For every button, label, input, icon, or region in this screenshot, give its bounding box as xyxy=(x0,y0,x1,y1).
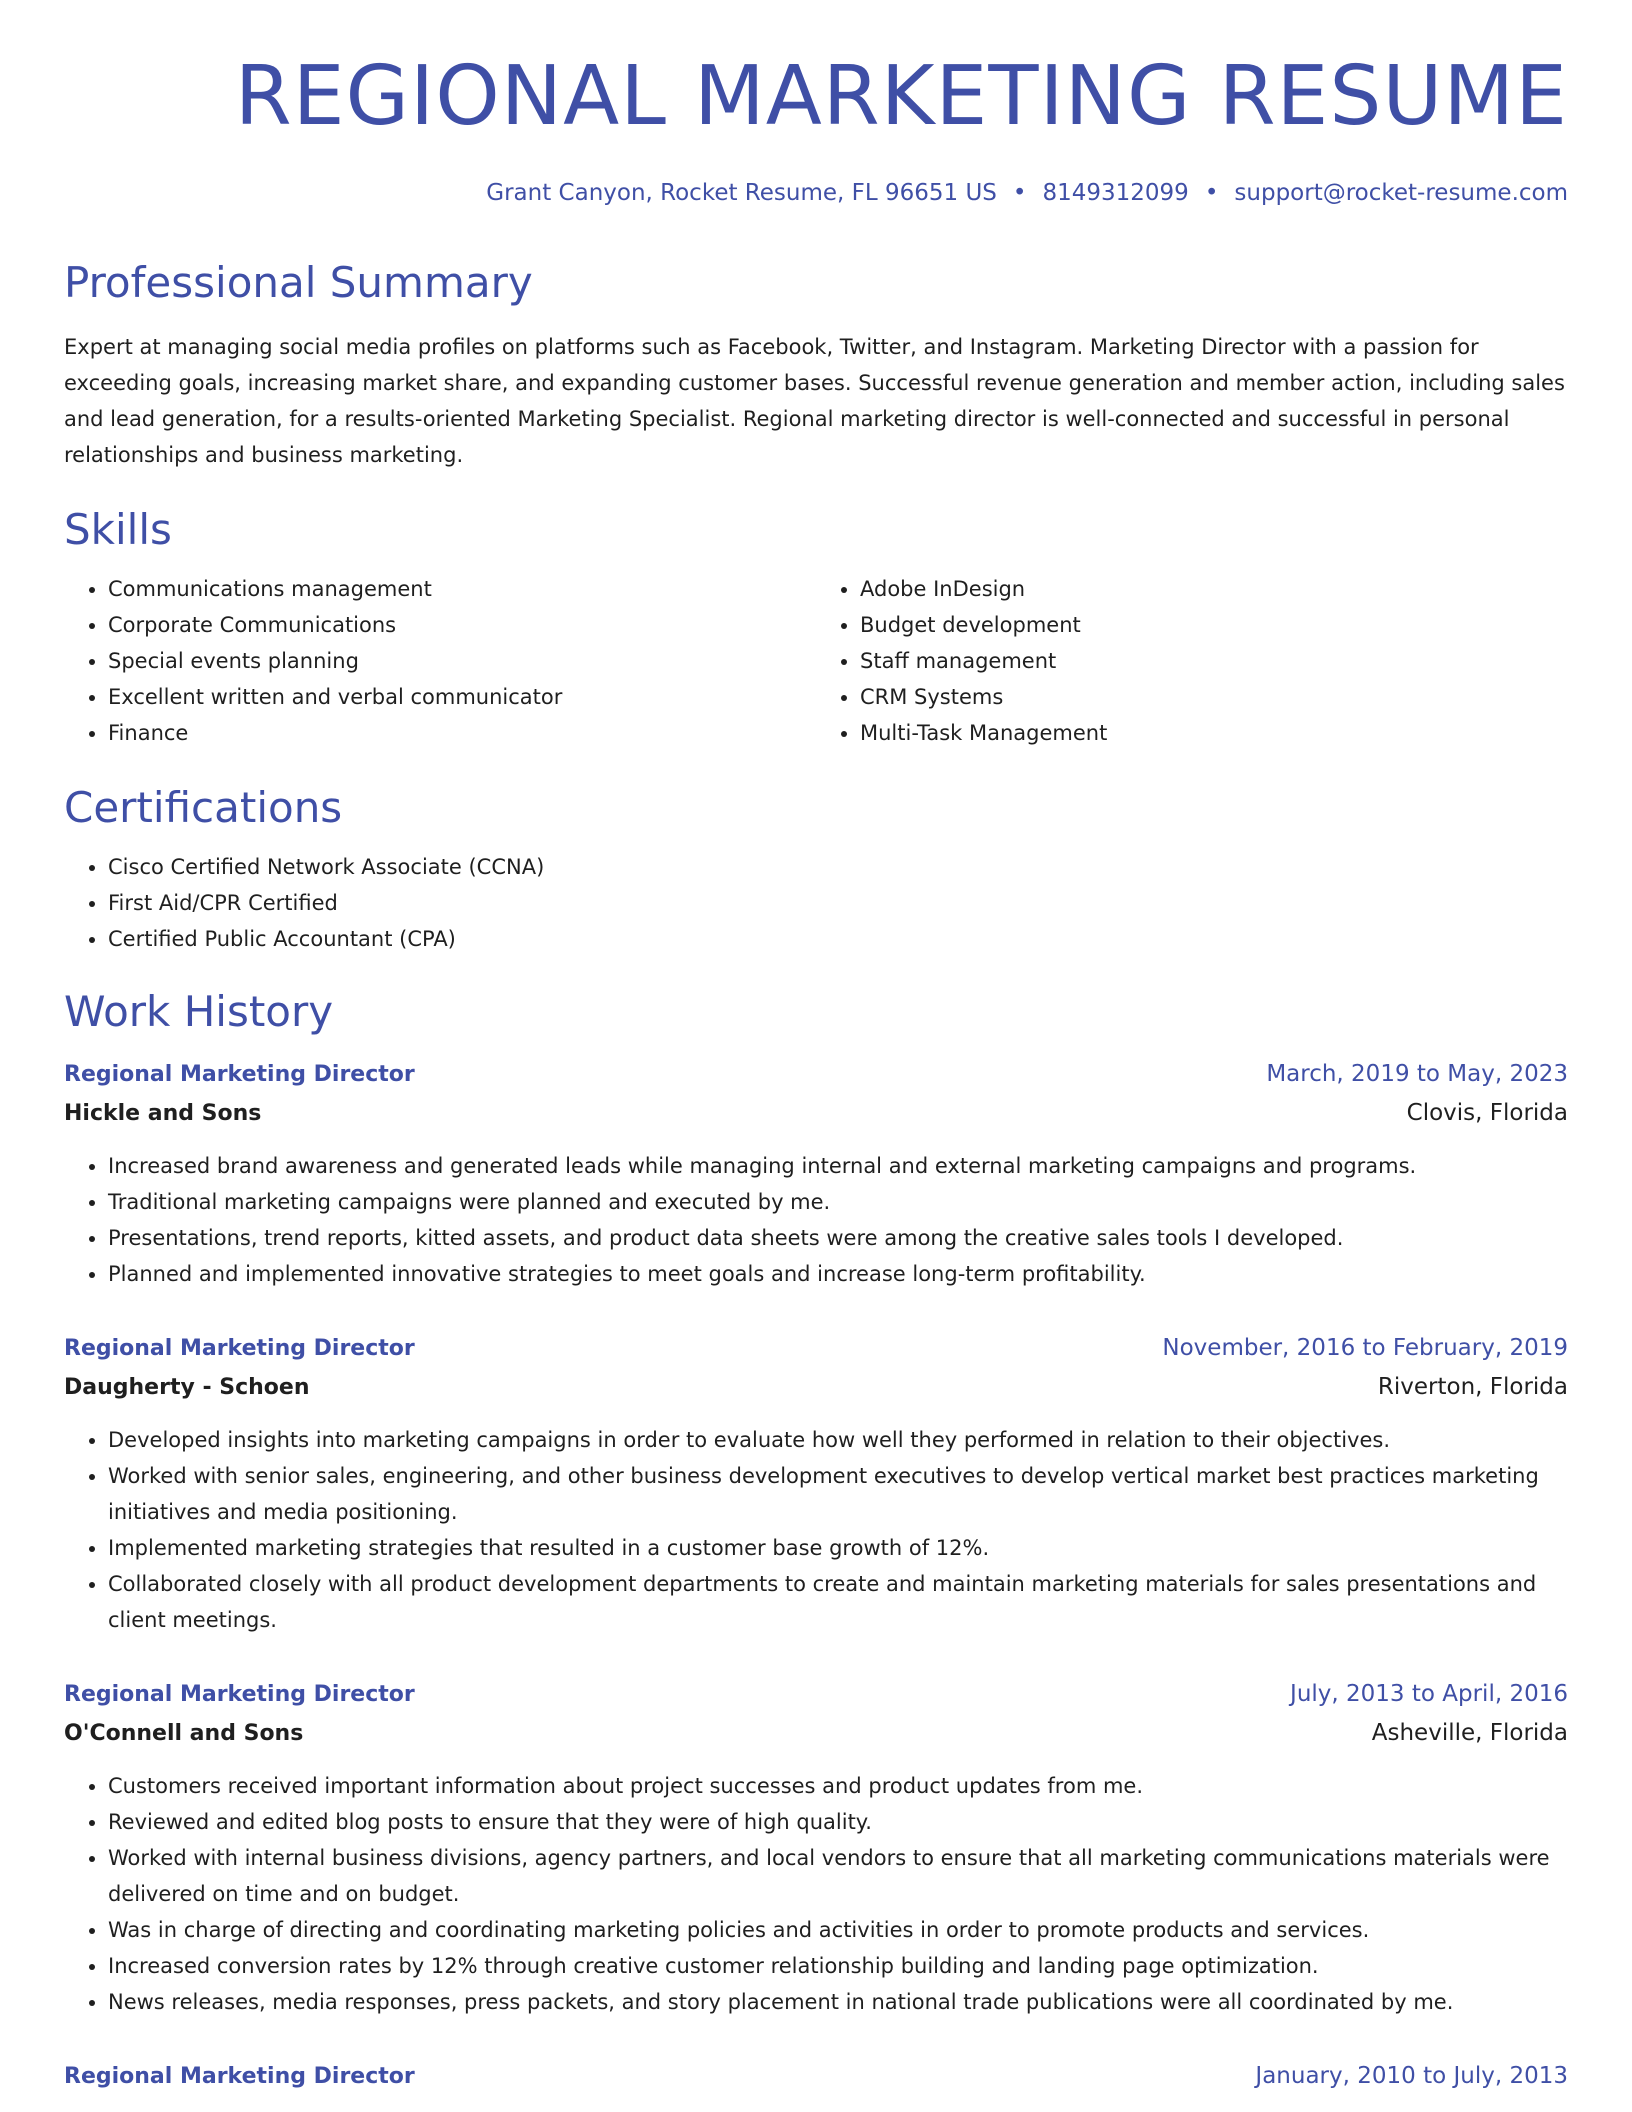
job-bullets xyxy=(64,1768,1568,2020)
job-bullet: • Implemented marketing strategies that resulted in a customer base growth of 12%. xyxy=(108,1530,1568,1566)
job-bullets xyxy=(64,1422,1568,1638)
certifications-section xyxy=(64,783,1568,957)
resume-header xyxy=(64,49,1568,208)
contact-line xyxy=(64,178,1568,208)
skill-item: • Staff management xyxy=(860,643,1568,679)
job-title-row xyxy=(64,1330,1568,1367)
summary-heading: Professional Summary xyxy=(64,258,533,308)
job-bullet: • Presentations, trend reports, kitted assets, and product data sheets were among the creative sales tools I developed. xyxy=(108,1220,1568,1256)
job-bullet: • Collaborated closely with all product development departments to create and maintain marketing materials for sales presentations and client meetings. xyxy=(108,1566,1568,1638)
skills-section xyxy=(64,505,1568,751)
job-location: Clovis, Florida xyxy=(1406,1099,1568,1126)
job-title: Regional Marketing Director xyxy=(64,1681,415,1707)
skills-heading: Skills xyxy=(64,504,172,554)
job-bullet: • Traditional marketing campaigns were planned and executed by me. xyxy=(108,1184,1568,1220)
job-entry xyxy=(64,1330,1568,1638)
job-title-row xyxy=(64,2058,1568,2095)
job-company-row xyxy=(64,1713,1568,1754)
certifications-heading: Certifications xyxy=(64,782,343,832)
summary-section xyxy=(64,258,1568,472)
job-location: Asheville, Florida xyxy=(1371,1719,1568,1746)
job-bullet: • Customers received important information about project successes and product updates from me. xyxy=(108,1768,1568,1804)
work-history-section xyxy=(64,987,1568,2094)
job-bullet: • Developed insights into marketing campaigns in order to evaluate how well they performed in relation to their objectives. xyxy=(108,1422,1568,1458)
job-bullet: • Increased conversion rates by 12% through creative customer relationship building and landing page optimization. xyxy=(108,1948,1568,1984)
certification-item: • First Aid/CPR Certified xyxy=(108,885,1568,921)
skill-item: • Budget development xyxy=(860,607,1568,643)
skill-item: • Excellent written and verbal communicator xyxy=(108,679,816,715)
skill-item: • Corporate Communications xyxy=(108,607,816,643)
skills-grid xyxy=(64,571,1568,751)
contact-address: Grant Canyon, Rocket Resume, FL 96651 US xyxy=(486,180,997,207)
skill-item: • Special events planning xyxy=(108,643,816,679)
contact-phone: 8149312099 xyxy=(1042,180,1189,207)
job-bullet: • Worked with internal business divisions, agency partners, and local vendors to ensure that all marketing communications materials were delivered on time and on budget. xyxy=(108,1840,1568,1912)
skill-item: • CRM Systems xyxy=(860,679,1568,715)
job-entry xyxy=(64,1056,1568,1292)
job-bullet: • Worked with senior sales, engineering, and other business development executives to develop vertical market best practices marketing initiatives and media positioning. xyxy=(108,1458,1568,1530)
job-dates: March, 2019 to May, 2023 xyxy=(1266,1060,1568,1087)
skill-item: • Finance xyxy=(108,715,816,751)
skill-item: • Adobe InDesign xyxy=(860,571,1568,607)
job-location: Riverton, Florida xyxy=(1377,1373,1568,1400)
skill-item: • Communications management xyxy=(108,571,816,607)
job-bullet: • Increased brand awareness and generated leads while managing internal and external marketing campaigns and programs. xyxy=(108,1148,1568,1184)
job-bullet: • Was in charge of directing and coordinating marketing policies and activities in order to promote products and services. xyxy=(108,1912,1568,1948)
job-title-row xyxy=(64,1676,1568,1713)
job-title: Regional Marketing Director xyxy=(64,2063,415,2089)
skill-item: • Multi-Task Management xyxy=(860,715,1568,751)
job-title: Regional Marketing Director xyxy=(64,1061,415,1087)
work-history-heading: Work History xyxy=(64,987,334,1037)
resume-title: REGIONAL MARKETING RESUME xyxy=(234,49,1568,144)
job-company-row xyxy=(64,1367,1568,1408)
certification-item: • Cisco Certified Network Associate (CCNA) xyxy=(108,849,1568,885)
contact-separator: • xyxy=(1012,180,1027,207)
job-company: O'Connell and Sons xyxy=(64,1720,304,1746)
summary-text: Expert at managing social media profiles on platforms such as Facebook, Twitter, and Instagram. Marketing Director with a passion for exceeding goals, increasing market share, and expanding customer bases. Successful revenue generation and member action, including sales and lead generation, for a results-oriented Marketing Specialist. Regional marketing director is well-connected and successful in personal relationships and business marketing. xyxy=(64,334,1565,467)
contact-email: support@rocket-resume.com xyxy=(1234,180,1568,207)
job-title: Regional Marketing Director xyxy=(64,1335,415,1361)
contact-separator: • xyxy=(1204,180,1219,207)
job-bullet: • News releases, media responses, press packets, and story placement in national trade publications were all coordinated by me. xyxy=(108,1984,1568,2020)
job-entry xyxy=(64,1676,1568,2020)
certifications-list xyxy=(64,849,1568,957)
job-company: Hickle and Sons xyxy=(64,1100,262,1126)
job-dates: January, 2010 to July, 2013 xyxy=(1255,2062,1568,2089)
job-bullet: • Reviewed and edited blog posts to ensure that they were of high quality. xyxy=(108,1804,1568,1840)
skills-list-right xyxy=(816,571,1568,751)
job-dates: July, 2013 to April, 2016 xyxy=(1290,1680,1568,1707)
job-dates: November, 2016 to February, 2019 xyxy=(1162,1334,1568,1361)
job-company: Daugherty - Schoen xyxy=(64,1374,310,1400)
job-entry xyxy=(64,2058,1568,2095)
certification-item: • Certified Public Accountant (CPA) xyxy=(108,921,1568,957)
skills-list-left xyxy=(64,571,816,751)
job-bullet: • Planned and implemented innovative strategies to meet goals and increase long-term profitability. xyxy=(108,1256,1568,1292)
job-title-row xyxy=(64,1056,1568,1093)
job-bullets xyxy=(64,1148,1568,1292)
job-company-row xyxy=(64,1093,1568,1134)
